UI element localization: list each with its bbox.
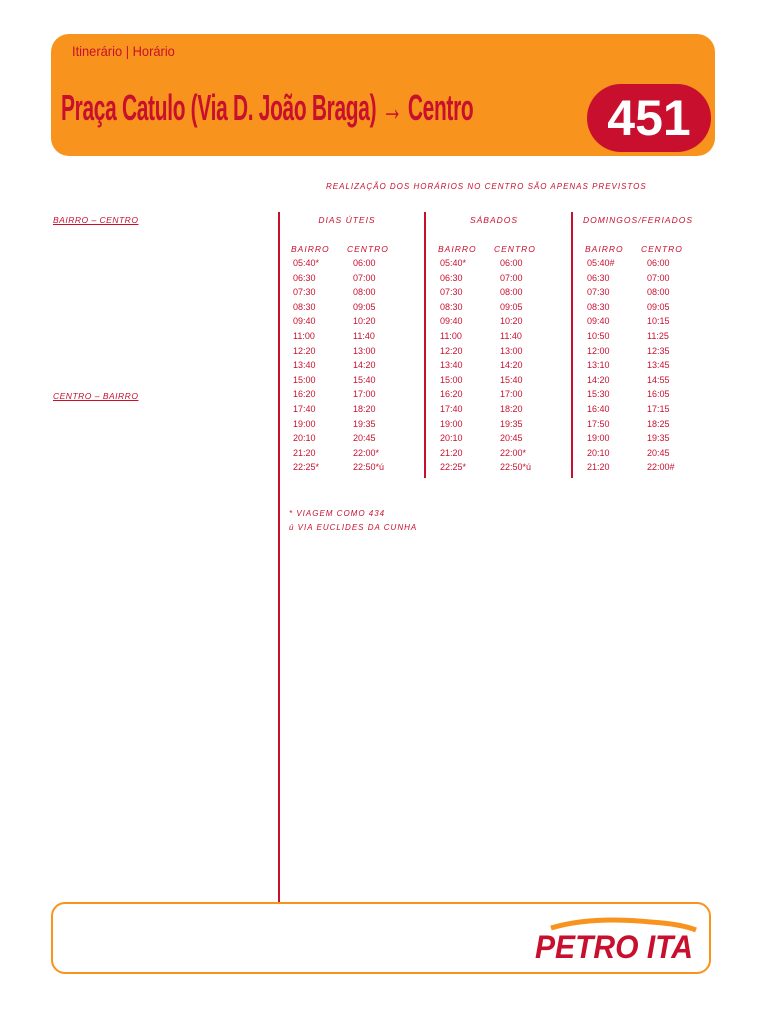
- time-centro: 20:45: [500, 433, 523, 444]
- time-centro: 07:00: [353, 272, 376, 283]
- time-centro: 08:00: [353, 287, 376, 298]
- time-bairro: 17:40: [440, 404, 463, 414]
- subheader-centro: CENTRO: [494, 244, 536, 254]
- time-bairro: 09:40: [587, 316, 610, 327]
- direction-label-bairro-centro: BAIRRO – CENTRO: [53, 215, 139, 225]
- time-bairro: 20:10: [440, 433, 463, 444]
- time-centro: 15:40: [500, 374, 523, 385]
- time-bairro: 09:40: [293, 316, 316, 327]
- time-centro: 10:15: [647, 316, 670, 327]
- time-bairro: 06:30: [587, 272, 610, 283]
- time-bairro: 08:30: [587, 301, 610, 312]
- schedule-notice: REALIZAÇÃO DOS HORÁRIOS NO CENTRO SÃO APENAS PREVISTOS: [326, 182, 647, 191]
- time-bairro: 16:20: [440, 389, 463, 400]
- time-centro: 07:00: [647, 272, 670, 283]
- time-centro: 18:20: [353, 404, 376, 414]
- time-centro: 20:45: [353, 433, 376, 444]
- time-bairro: 05:40*: [440, 258, 467, 268]
- time-bairro: 06:30: [293, 272, 316, 283]
- time-bairro: 12:00: [587, 345, 610, 356]
- time-bairro: 19:00: [440, 418, 463, 429]
- time-centro: 13:45: [647, 360, 670, 371]
- time-centro: 22:00*: [353, 447, 380, 458]
- header-subtitle: Itinerário | Horário: [72, 43, 175, 59]
- footer-box: [51, 902, 711, 974]
- time-centro: 11:25: [647, 331, 669, 341]
- time-bairro: 15:30: [587, 389, 610, 400]
- time-centro: 22:50*ú: [353, 462, 385, 473]
- column-divider-2: [571, 212, 573, 478]
- time-bairro: 05:40*: [293, 258, 320, 268]
- time-bairro: 13:10: [587, 360, 610, 371]
- time-bairro: 15:00: [293, 374, 316, 385]
- time-bairro: 21:20: [440, 447, 463, 458]
- time-centro: 09:05: [353, 301, 376, 312]
- time-centro: 22:50*ú: [500, 462, 532, 473]
- time-bairro: 22:25*: [293, 462, 320, 473]
- time-centro: 14:55: [647, 374, 670, 385]
- time-centro: 13:00: [353, 345, 376, 356]
- route-number-badge: 451: [587, 84, 711, 152]
- time-bairro: 19:00: [587, 433, 610, 444]
- time-centro: 17:00: [500, 389, 523, 400]
- time-bairro: 17:50: [587, 418, 610, 429]
- time-centro: 12:35: [647, 345, 670, 356]
- time-bairro: 12:20: [293, 345, 316, 356]
- time-bairro: 21:20: [587, 462, 610, 473]
- time-centro: 08:00: [647, 287, 670, 298]
- time-centro: 08:00: [500, 287, 523, 298]
- time-centro: 15:40: [353, 374, 376, 385]
- time-centro: 14:20: [500, 360, 523, 371]
- time-bairro: 15:00: [440, 374, 463, 385]
- time-centro: 17:15: [647, 404, 670, 414]
- subheader-centro: CENTRO: [641, 244, 683, 254]
- time-centro: 06:00: [353, 258, 376, 268]
- logo-text: PETRO ITA: [535, 929, 693, 964]
- time-bairro: 19:00: [293, 418, 316, 429]
- time-bairro: 22:25*: [440, 462, 467, 473]
- time-bairro: 14:20: [587, 374, 610, 385]
- time-centro: 09:05: [500, 301, 523, 312]
- time-bairro: 07:30: [587, 287, 610, 298]
- main-divider: [278, 212, 280, 902]
- time-bairro: 13:40: [293, 360, 316, 371]
- time-bairro: 11:00: [293, 331, 315, 341]
- time-centro: 09:05: [647, 301, 670, 312]
- time-centro: 19:35: [500, 418, 523, 429]
- time-bairro: 10:50: [587, 331, 610, 341]
- time-centro: 22:00*: [500, 447, 527, 458]
- time-bairro: 13:40: [440, 360, 463, 371]
- time-bairro: 07:30: [440, 287, 463, 298]
- footnote-1: * VIAGEM COMO 434: [289, 509, 386, 518]
- column-divider-1: [424, 212, 426, 478]
- column-title: DOMINGOS/FERIADOS: [582, 215, 694, 225]
- time-centro: 19:35: [647, 433, 670, 444]
- time-bairro: 17:40: [293, 404, 316, 414]
- time-bairro: 21:20: [293, 447, 316, 458]
- time-bairro: 08:30: [293, 301, 316, 312]
- time-centro: 06:00: [647, 258, 670, 268]
- time-bairro: 11:00: [440, 331, 462, 341]
- footnote-2: ú VIA EUCLIDES DA CUNHA: [289, 523, 418, 532]
- time-bairro: 07:30: [293, 287, 316, 298]
- time-bairro: 20:10: [587, 447, 610, 458]
- time-bairro: 05:40#: [587, 258, 615, 268]
- header-banner: [51, 34, 715, 156]
- subheader-bairro: BAIRRO: [438, 244, 477, 254]
- petro-ita-logo: [531, 914, 701, 964]
- time-bairro: 16:20: [293, 389, 316, 400]
- time-centro: 17:00: [353, 389, 376, 400]
- time-bairro: 20:10: [293, 433, 316, 444]
- time-bairro: 12:20: [440, 345, 463, 356]
- subheader-centro: CENTRO: [347, 244, 389, 254]
- time-centro: 11:40: [500, 331, 522, 341]
- subheader-bairro: BAIRRO: [291, 244, 330, 254]
- time-centro: 10:20: [500, 316, 523, 327]
- time-centro: 20:45: [647, 447, 670, 458]
- time-centro: 07:00: [500, 272, 523, 283]
- subheader-bairro: BAIRRO: [585, 244, 624, 254]
- time-centro: 22:00#: [647, 462, 675, 473]
- time-bairro: 09:40: [440, 316, 463, 327]
- time-bairro: 16:40: [587, 404, 610, 414]
- column-title: SÁBADOS: [469, 215, 519, 225]
- time-bairro: 06:30: [440, 272, 463, 283]
- time-centro: 06:00: [500, 258, 523, 268]
- time-centro: 11:40: [353, 331, 375, 341]
- time-centro: 14:20: [353, 360, 376, 371]
- time-centro: 10:20: [353, 316, 376, 327]
- time-centro: 16:05: [647, 389, 670, 400]
- direction-label-centro-bairro: CENTRO – BAIRRO: [53, 391, 139, 401]
- time-centro: 18:20: [500, 404, 523, 414]
- time-centro: 13:00: [500, 345, 523, 356]
- time-centro: 18:25: [647, 418, 670, 429]
- column-title: DIAS ÚTEIS: [318, 215, 376, 225]
- time-centro: 19:35: [353, 418, 376, 429]
- route-title: Praça Catulo (Via D. João Braga) → Centro: [61, 87, 474, 128]
- time-bairro: 08:30: [440, 301, 463, 312]
